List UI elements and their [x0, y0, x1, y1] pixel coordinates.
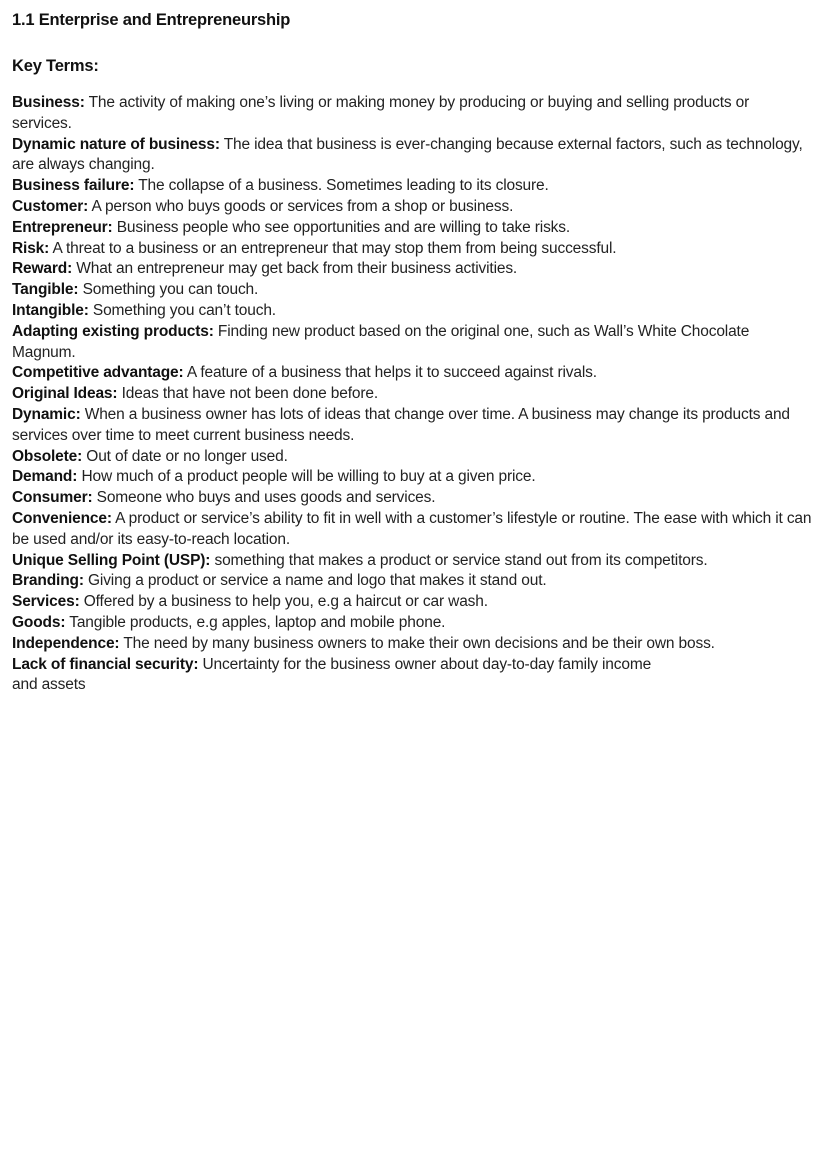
- term-item: [12, 655, 812, 676]
- term-name: Goods: [12, 613, 61, 631]
- term-name: Competitive advantage: [12, 364, 179, 382]
- term-separator: :: [75, 405, 81, 423]
- term-definition: Offered by a business to help you, e.g a haircut or car wash.: [79, 593, 488, 611]
- term-item: [12, 675, 812, 696]
- term-separator: :: [114, 634, 120, 652]
- term-separator: :: [129, 177, 135, 195]
- term-separator: :: [107, 218, 113, 236]
- term-name: Dynamic nature of business: [12, 135, 215, 153]
- term-definition: A threat to a business or an entrepreneur that may stop them from being successful.: [49, 239, 617, 257]
- term-separator: :: [193, 655, 199, 673]
- term-definition: Finding new product based on the original one, such as Wall’s White Chocolate Magnum.: [12, 322, 750, 361]
- term-definition: something that makes a product or service stand out from its competitors.: [210, 551, 708, 569]
- term-separator: :: [87, 489, 93, 507]
- term-separator: :: [72, 468, 78, 486]
- term-definition: A person who buys goods or services from a shop or business.: [88, 197, 514, 215]
- term-name: Tangible: [12, 281, 74, 299]
- term-name: Risk: [12, 239, 45, 257]
- term-item: [12, 571, 812, 592]
- term-name: Services: [12, 593, 75, 611]
- term-separator: :: [208, 322, 214, 340]
- term-definition: A feature of a business that helps it to succeed against rivals.: [183, 364, 597, 382]
- term-definition: When a business owner has lots of ideas that change over time. A business may change its products and services over time to meet current business needs.: [12, 405, 790, 444]
- term-item: [12, 467, 812, 488]
- term-separator: :: [77, 447, 83, 465]
- term-name: Business failure: [12, 177, 130, 195]
- term-item: [12, 405, 812, 447]
- term-name: Adapting existing products: [12, 322, 209, 340]
- term-name: Convenience: [12, 509, 107, 527]
- term-definition-continuation: and assets: [12, 676, 86, 694]
- term-item: [12, 363, 812, 384]
- term-name: Customer: [12, 197, 84, 215]
- term-definition: The activity of making one’s living or making money by producing or buying and selling products or services.: [12, 94, 750, 132]
- term-item: [12, 176, 812, 197]
- term-separator: :: [83, 197, 89, 215]
- term-definition: Business people who see opportunities and are willing to take risks.: [112, 218, 571, 236]
- term-name: Demand: [12, 468, 73, 486]
- term-definition: Uncertainty for the business owner about day-to-day family income: [198, 655, 652, 673]
- document-title: 1.1 Enterprise and Entrepreneurship: [12, 11, 291, 29]
- key-terms-list: [12, 93, 812, 696]
- term-definition: Ideas that have not been done before.: [117, 385, 379, 403]
- term-item: [12, 280, 812, 301]
- term-name: Lack of financial security: [12, 655, 194, 673]
- term-separator: :: [205, 551, 211, 569]
- term-name: Original Ideas: [12, 385, 113, 403]
- term-name: Branding: [12, 572, 79, 590]
- term-definition: A product or service’s ability to fit in well with a customer’s lifestyle or routine. The ease with which it can be used and/or its easy-to-reach location.: [12, 509, 812, 548]
- term-definition: The idea that business is ever-changing because external factors, such as technology, are always changing.: [12, 135, 803, 174]
- term-definition: Something you can’t touch.: [88, 301, 276, 319]
- term-separator: :: [178, 364, 184, 382]
- key-terms-heading: Key Terms:: [12, 57, 99, 75]
- term-separator: :: [74, 593, 80, 611]
- term-item: [12, 447, 812, 468]
- term-definition: Giving a product or service a name and logo that makes it stand out.: [83, 572, 547, 590]
- term-item: [12, 488, 812, 509]
- term-item: [12, 301, 812, 322]
- term-separator: :: [44, 239, 50, 257]
- term-item: [12, 239, 812, 260]
- term-item: [12, 384, 812, 405]
- term-separator: :: [78, 572, 84, 590]
- term-definition: How much of a product people will be willing to buy at a given price.: [77, 468, 536, 486]
- term-name: Obsolete: [12, 447, 78, 465]
- term-item: [12, 613, 812, 634]
- term-definition: The collapse of a business. Sometimes leading to its closure.: [134, 177, 549, 195]
- term-item: [12, 509, 812, 551]
- term-name: Independence: [12, 634, 115, 652]
- term-name: Business: [12, 94, 80, 111]
- term-item: [12, 592, 812, 613]
- document-page: [12, 9, 812, 696]
- term-definition: Out of date or no longer used.: [82, 447, 288, 465]
- term-name: Consumer: [12, 489, 88, 507]
- term-item: [12, 259, 812, 280]
- term-name: Intangible: [12, 301, 84, 319]
- term-item: [12, 322, 812, 364]
- term-item: [12, 93, 812, 135]
- term-separator: :: [214, 135, 220, 153]
- term-separator: :: [83, 301, 89, 319]
- term-name: Unique Selling Point (USP): [12, 551, 206, 569]
- term-separator: :: [106, 509, 112, 527]
- term-item: [12, 218, 812, 239]
- term-separator: :: [79, 94, 85, 111]
- term-item: [12, 634, 812, 655]
- term-item: [12, 551, 812, 572]
- term-name: Entrepreneur: [12, 218, 108, 236]
- term-name: Dynamic: [12, 405, 76, 423]
- term-definition: Something you can touch.: [78, 281, 259, 299]
- term-definition: What an entrepreneur may get back from their business activities.: [72, 260, 518, 278]
- term-separator: :: [112, 385, 118, 403]
- term-definition: Someone who buys and uses goods and services.: [92, 489, 436, 507]
- term-separator: :: [67, 260, 73, 278]
- term-item: [12, 197, 812, 218]
- term-separator: :: [73, 281, 79, 299]
- term-definition: Tangible products, e.g apples, laptop and mobile phone.: [65, 613, 446, 631]
- term-item: [12, 135, 812, 177]
- term-separator: :: [60, 613, 66, 631]
- term-name: Reward: [12, 260, 68, 278]
- term-definition: The need by many business owners to make their own decisions and be their own boss.: [119, 634, 715, 652]
